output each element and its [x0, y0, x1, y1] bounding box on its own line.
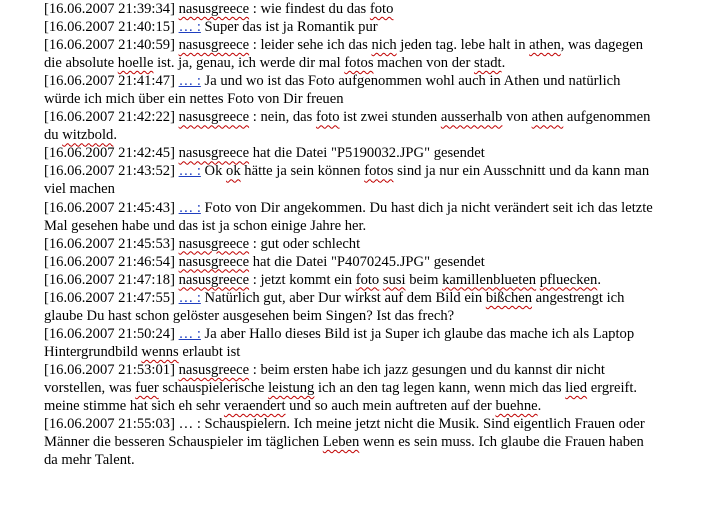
text-run: Super das ist ja Romantik pur: [204, 19, 378, 36]
message-timestamp: [16.06.2007 21:41:47]: [44, 73, 175, 90]
misspelled-word: wenns: [141, 343, 179, 360]
text-run: erlaubt ist: [178, 343, 241, 360]
text-run: hätte ja sein können: [240, 163, 365, 180]
text-run: hat die Datei "P5190032.JPG" gesendet: [252, 145, 485, 162]
text-run: .: [597, 271, 601, 288]
text-run: schauspielerische: [158, 379, 269, 396]
text-run: aufgenommen du: [44, 109, 651, 144]
misspelled-word: leistung: [268, 379, 315, 396]
message-timestamp: [16.06.2007 21:42:45]: [44, 145, 175, 162]
sender-name: nasusgreece: [178, 271, 250, 288]
message-timestamp: [16.06.2007 21:55:03]: [44, 416, 175, 433]
text-run: Foto von Dir angekommen. Du hast dich ja nicht verändert seit ich das letzte Mal gesehen habe und das ist ja schon einige Jahre her.: [44, 199, 653, 234]
chat-message: [44, 325, 656, 361]
chat-message: [44, 253, 656, 271]
text-run: , was dagegen die absolute: [44, 37, 644, 72]
misspelled-word: pfluecken: [539, 271, 598, 288]
chat-log: [44, 0, 656, 469]
text-run: jetzt kommt ein: [260, 271, 356, 288]
text-run: Natürlich gut, aber Dur wirkst auf dem Bild ein: [204, 289, 486, 306]
misspelled-word: bißchen: [485, 289, 533, 306]
misspelled-word: hoelle: [117, 55, 154, 72]
misspelled-word: fotos: [344, 55, 374, 72]
misspelled-word: foto: [315, 109, 340, 126]
chat-message: [16.06.2007 21:40:59] nasusgreece : leider sehe ich das nich jeden tag. lebe halt in athen, was dagegen die absolute hoelle ist. ja, genau, ich werde dir mal fotos machen von der stadt.: [44, 37, 644, 72]
misspelled-word: fuer: [135, 379, 159, 396]
misspelled-word: Leben: [322, 434, 360, 451]
misspelled-word: ausserhalb: [440, 109, 503, 126]
text-run: Ok: [204, 163, 227, 180]
chat-message: [16.06.2007 21:39:34] nasusgreece : wie findest du das foto: [44, 1, 394, 17]
sender-link[interactable]: … :: [178, 19, 201, 36]
text-run: gut oder schlecht: [260, 235, 361, 252]
message-text: [253, 145, 485, 161]
chat-message: [16.06.2007 21:45:53] nasusgreece : gut oder schlecht: [44, 235, 361, 252]
chat-message: [44, 72, 656, 108]
misspelled-word: athen: [529, 37, 561, 54]
text-run: wie findest du das: [260, 1, 370, 17]
chat-message: [16.06.2007 21:42:22] nasusgreece : nein, das foto ist zwei stunden ausserhalb von athen aufgenommen du witzbold.: [44, 109, 651, 144]
text-run: Schauspielern. Ich meine jetzt nicht die Musik. Sind eigentlich Frauen oder Männer die besseren Schauspieler im täglichen: [44, 416, 645, 451]
chat-message: [44, 162, 656, 198]
text-run: ist. ja, genau, ich werde dir mal: [153, 55, 345, 72]
text-run: wenn es sein muss. Ich glaube die Frauen haben da mehr Talent.: [44, 434, 644, 469]
misspelled-word: lied: [565, 379, 588, 396]
text-run: ist zwei stunden: [339, 109, 441, 126]
misspelled-word: witzbold: [62, 127, 114, 144]
message-text: [260, 272, 601, 288]
message-text: [260, 1, 393, 17]
sender-name: … :: [178, 416, 201, 433]
message-timestamp: [16.06.2007 21:42:22]: [44, 109, 175, 126]
sender-link[interactable]: … :: [178, 325, 201, 342]
sender-name: nasusgreece: [178, 361, 250, 378]
text-run: sind ja nur ein Ausschnitt und da kann man viel machen: [44, 163, 650, 198]
chat-message: [44, 144, 656, 162]
misspelled-word: foto: [355, 271, 380, 288]
text-run: hat die Datei "P4070245.JPG" gesendet: [252, 253, 485, 270]
message-timestamp: [16.06.2007 21:47:55]: [44, 289, 175, 306]
misspelled-word: ok: [226, 163, 241, 180]
misspelled-word: kamillenblueten: [442, 271, 537, 288]
message-timestamp: [16.06.2007 21:43:52]: [44, 163, 175, 180]
text-run: .: [501, 55, 506, 72]
text-run: leider sehe ich das: [260, 37, 372, 54]
sender-name: nasusgreece: [178, 235, 250, 252]
chat-message: [44, 199, 656, 235]
message-timestamp: [16.06.2007 21:45:53]: [44, 235, 175, 252]
sender-name: nasusgreece: [178, 253, 250, 270]
chat-message: [16.06.2007 21:53:01] nasusgreece : beim ersten habe ich jazz gesungen und du kannst dir nicht vorstellen, was fuer schauspielerische leistung ich an den tag legen kann, wenn mich das lied ergreift. meine stimme hat sich eh sehr veraendert und so auch mein auftreten auf der buehne.: [44, 361, 638, 415]
text-run: ich an den tag legen kann, wenn mich das: [314, 379, 566, 396]
message-text: [253, 254, 485, 270]
text-run: Ja und wo ist das Foto aufgenommen wohl auch in Athen und natürlich würde ich mich über ein nettes Foto von Dir freuen: [44, 73, 621, 108]
misspelled-word: buehne: [495, 398, 538, 415]
text-run: jeden tag. lebe halt in: [396, 37, 530, 54]
chat-message: [44, 415, 656, 469]
message-timestamp: [16.06.2007 21:53:01]: [44, 361, 175, 378]
text-run: und so auch mein auftreten auf der: [285, 398, 496, 415]
sender-name: nasusgreece: [178, 145, 250, 162]
message-timestamp: [16.06.2007 21:50:24]: [44, 325, 175, 342]
misspelled-word: stadt: [474, 55, 502, 72]
message-timestamp: [16.06.2007 21:40:15]: [44, 19, 175, 36]
text-run: machen von der: [373, 55, 474, 72]
sender-link[interactable]: … :: [178, 289, 201, 306]
misspelled-word: veraendert: [223, 398, 286, 415]
text-run: .: [113, 127, 117, 144]
message-timestamp: [16.06.2007 21:39:34]: [44, 1, 175, 17]
text-run: nein, das: [260, 109, 316, 126]
misspelled-word: fotos: [364, 163, 394, 180]
message-text: [205, 19, 378, 35]
misspelled-word: nich: [371, 37, 397, 54]
text-run: beim ersten habe ich jazz gesungen und du kannst dir nicht vorstellen, was: [44, 361, 605, 396]
message-timestamp: [16.06.2007 21:46:54]: [44, 253, 175, 270]
misspelled-word: athen: [531, 109, 564, 126]
sender-link[interactable]: … :: [178, 163, 201, 180]
text-run: Ja aber Hallo dieses Bild ist ja Super ich glaube das mache ich als Laptop Hintergrundbild: [44, 325, 635, 360]
sender-name: nasusgreece: [178, 109, 250, 126]
chat-message: [44, 18, 656, 36]
message-timestamp: [16.06.2007 21:47:18]: [44, 271, 175, 288]
message-text: [260, 236, 360, 252]
sender-name: nasusgreece: [178, 1, 250, 17]
misspelled-word: foto: [369, 1, 394, 17]
text-run: angestrengt ich glaube Du hast schon gelöster ausgesehen beim Singen? Ist das frech?: [44, 289, 625, 324]
message-timestamp: [16.06.2007 21:40:59]: [44, 37, 175, 54]
misspelled-word: susi: [382, 271, 406, 288]
text-run: ergreift. meine stimme hat sich eh sehr: [44, 379, 638, 415]
chat-message: [16.06.2007 21:47:18] nasusgreece : jetzt kommt ein foto susi beim kamillenblueten pfluecken.: [44, 271, 601, 288]
text-run: von: [502, 109, 532, 126]
message-timestamp: [16.06.2007 21:45:43]: [44, 199, 175, 216]
text-run: beim: [405, 271, 443, 288]
sender-name: nasusgreece: [178, 37, 250, 54]
chat-message: [44, 289, 656, 325]
sender-link[interactable]: … :: [178, 199, 201, 216]
text-run: .: [537, 398, 542, 415]
sender-link[interactable]: … :: [178, 73, 201, 90]
